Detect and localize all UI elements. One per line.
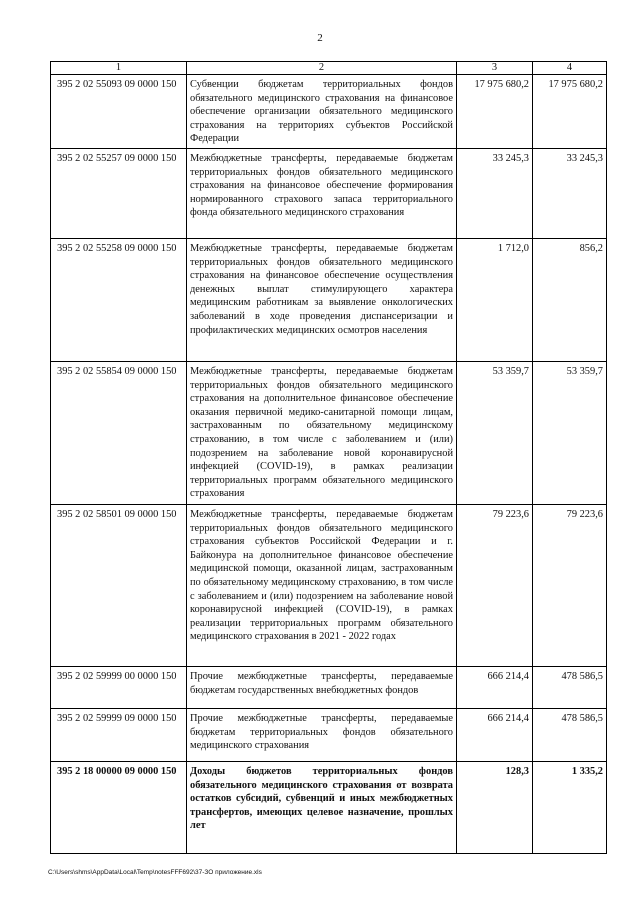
amount-col4: 478 586,5 bbox=[533, 666, 607, 708]
amount-col4: 856,2 bbox=[533, 238, 607, 361]
amount-col4: 53 359,7 bbox=[533, 361, 607, 504]
revenue-name: Межбюджетные трансферты, передаваемые бюджетам территориальных фондов обязательного медицинского страхования на финансовое обеспечение формирования нормированного страхового запаса территориального фонда обязательного медицинского страхования bbox=[187, 148, 457, 238]
revenue-table bbox=[50, 61, 607, 854]
budget-code: 395 2 02 55258 09 0000 150 bbox=[51, 238, 187, 361]
amount-col3: 1 712,0 bbox=[457, 238, 533, 361]
amount-col3: 33 245,3 bbox=[457, 148, 533, 238]
revenue-name: Прочие межбюджетные трансферты, передаваемые бюджетам государственных внебюджетных фондов bbox=[187, 666, 457, 708]
revenue-name: Прочие межбюджетные трансферты, передаваемые бюджетам территориальных фондов обязательного медицинского страхования bbox=[187, 708, 457, 761]
budget-code: 395 2 02 55854 09 0000 150 bbox=[51, 361, 187, 504]
revenue-name: Межбюджетные трансферты, передаваемые бюджетам территориальных фондов обязательного медицинского страхования субъектов Российской Федерации и г. Байконура на дополнительное финансовое обеспечение медицинской помощи, оказанной лицам, застрахованным по обязательному медицинскому страхованию, в том числе с заболеванием и (или) подозрением на заболевание новой коронавирусной инфекцией (COVID-19), в рамках реализации территориальных программ обязательного медицинского страхования в 2021 - 2022 годах bbox=[187, 504, 457, 666]
file-path-footer: C:\Users\shms\AppData\Local\Temp\notesFFF692\37-ЗО приложение.xls bbox=[48, 869, 262, 876]
table-row bbox=[51, 666, 607, 708]
budget-code: 395 2 02 59999 00 0000 150 bbox=[51, 666, 187, 708]
column-header-3: 3 bbox=[457, 62, 533, 75]
amount-col4: 33 245,3 bbox=[533, 148, 607, 238]
amount-col4: 17 975 680,2 bbox=[533, 75, 607, 149]
amount-col3: 53 359,7 bbox=[457, 361, 533, 504]
revenue-name: Субвенции бюджетам территориальных фондов обязательного медицинского страхования на финансовое обеспечение организации обязательного медицинского страхования на территориях субъектов Российской Федерации bbox=[187, 75, 457, 149]
amount-col3: 128,3 bbox=[457, 761, 533, 853]
amount-col4: 79 223,6 bbox=[533, 504, 607, 666]
budget-code: 395 2 02 55257 09 0000 150 bbox=[51, 148, 187, 238]
table-row bbox=[51, 75, 607, 149]
column-header-2: 2 bbox=[187, 62, 457, 75]
table-row bbox=[51, 361, 607, 504]
revenue-name: Доходы бюджетов территориальных фондов обязательного медицинского страхования от возврата остатков субсидий, субвенций и иных межбюджетных трансфертов, имеющих целевое назначение, прошлых лет bbox=[187, 761, 457, 853]
column-header-4: 4 bbox=[533, 62, 607, 75]
amount-col3: 666 214,4 bbox=[457, 708, 533, 761]
amount-col3: 666 214,4 bbox=[457, 666, 533, 708]
table-row bbox=[51, 708, 607, 761]
budget-code: 395 2 02 55093 09 0000 150 bbox=[51, 75, 187, 149]
page-number: 2 bbox=[317, 32, 323, 44]
budget-code: 395 2 18 00000 09 0000 150 bbox=[51, 761, 187, 853]
amount-col3: 17 975 680,2 bbox=[457, 75, 533, 149]
table-row bbox=[51, 238, 607, 361]
amount-col3: 79 223,6 bbox=[457, 504, 533, 666]
budget-code: 395 2 02 59999 09 0000 150 bbox=[51, 708, 187, 761]
revenue-name: Межбюджетные трансферты, передаваемые бюджетам территориальных фондов обязательного медицинского страхования на дополнительное финансовое обеспечение оказания первичной медико-санитарной помощи лицам, застрахованным по обязательному медицинскому страхованию, в том числе с заболеванием и (или) подозрением на заболевание новой коронавирусной инфекцией (COVID-19), в рамках реализации территориальных программ обязательного медицинского страхования bbox=[187, 361, 457, 504]
column-header-1: 1 bbox=[51, 62, 187, 75]
table-row bbox=[51, 504, 607, 666]
column-number-row bbox=[51, 62, 607, 75]
table-row bbox=[51, 148, 607, 238]
budget-code: 395 2 02 58501 09 0000 150 bbox=[51, 504, 187, 666]
revenue-name: Межбюджетные трансферты, передаваемые бюджетам территориальных фондов обязательного медицинского страхования на финансовое обеспечение осуществления денежных выплат стимулирующего характера медицинским работникам за выявление онкологических заболеваний в ходе проведения диспансеризации и профилактических медицинских осмотров населения bbox=[187, 238, 457, 361]
amount-col4: 1 335,2 bbox=[533, 761, 607, 853]
amount-col4: 478 586,5 bbox=[533, 708, 607, 761]
table-row bbox=[51, 761, 607, 853]
